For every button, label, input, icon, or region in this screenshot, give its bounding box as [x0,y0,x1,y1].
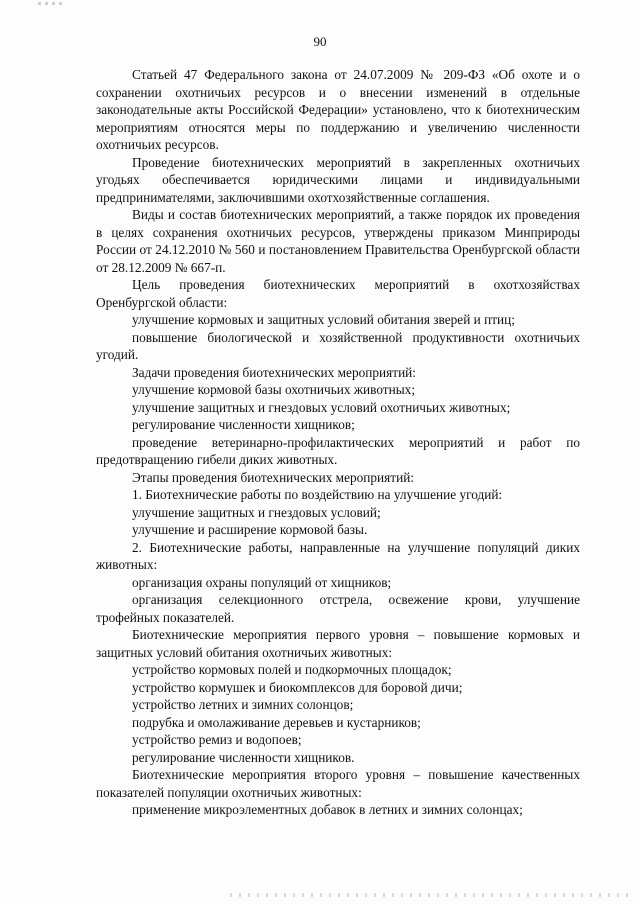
list-item: 2. Биотехнические работы, направленные на улучшение популяций диких животных: [96,539,580,572]
paragraph: Виды и состав биотехнических мероприятий, а также порядок их проведения в целях сохранения охотничьих ресурсов, утверждены приказом Минприроды России от 24.12.2010 № 560 и постановлением Правительства Оренбургской области от 28.12.2009 № 667-п. [96,207,580,275]
paragraph: Биотехнические мероприятия первого уровня – повышение кормовых и защитных условий обитания охотничьих животных: [96,627,580,660]
scan-artifact [230,893,630,897]
list-item: подрубка и омолаживание деревьев и кустарников; [132,714,421,730]
list-item: улучшение защитных и гнездовых условий; [132,504,381,520]
paragraph: Статьей 47 Федерального закона от 24.07.2009 № 209-ФЗ «Об охоте и о сохранении охотничьих ресурсов и о внесении изменений в отдельные законодательные акты Российской Федерации» установлено, что к биотехническим мероприятиям относятся меры по поддержанию и увеличению численности охотничьих ресурсов. [96,67,580,152]
list-item: улучшение кормовой базы охотничьих животных; [132,382,416,397]
list-item: улучшение защитных и гнездовых условий охотничьих животных; [132,399,511,415]
list-item: устройство кормовых полей и подкормочных площадок; [132,662,452,677]
paragraph: Проведение биотехнических мероприятий в закрепленных охотничьих угодьях обеспечивается юридическими лицами и индивидуальными предпринимателями, заключившими охотхозяйственные соглашения. [96,154,580,205]
list-item: применение микроэлементных добавок в летних и зимних солонцах; [132,802,523,817]
document-body [96,66,580,819]
list-item: устройство летних и зимних солонцов; [132,697,354,712]
list-item: проведение ветеринарно-профилактических мероприятий и работ по предотвращению гибели диких животных. [96,434,580,467]
paragraph: Задачи проведения биотехнических мероприятий: [132,364,416,380]
scan-artifact [38,2,66,5]
page-number: 90 [313,34,327,49]
list-item: улучшение и расширение кормовой базы. [132,522,368,537]
paragraph: Этапы проведения биотехнических мероприятий: [132,469,415,485]
list-item: устройство ремиз и водопоев; [132,732,302,747]
list-item: 1. Биотехнические работы по воздействию на улучшение угодий: [132,487,503,502]
list-item: регулирование численности хищников. [132,749,355,765]
list-item: организация охраны популяций от хищников; [132,574,392,590]
list-item: повышение биологической и хозяйственной продуктивности охотничьих угодий. [96,329,580,362]
paragraph: Цель проведения биотехнических мероприятий в охотхозяйствах Оренбургской области: [96,277,580,310]
list-item: организация селекционного отстрела, освежение крови, улучшение трофейных показателей. [96,592,580,625]
list-item: регулирование численности хищников; [132,417,355,432]
list-item: устройство кормушек и биокомплексов для боровой дичи; [132,679,463,695]
list-item: улучшение кормовых и защитных условий обитания зверей и птиц; [132,312,515,327]
paragraph: Биотехнические мероприятия второго уровня – повышение качественных показателей популяции охотничьих животных: [96,767,580,800]
